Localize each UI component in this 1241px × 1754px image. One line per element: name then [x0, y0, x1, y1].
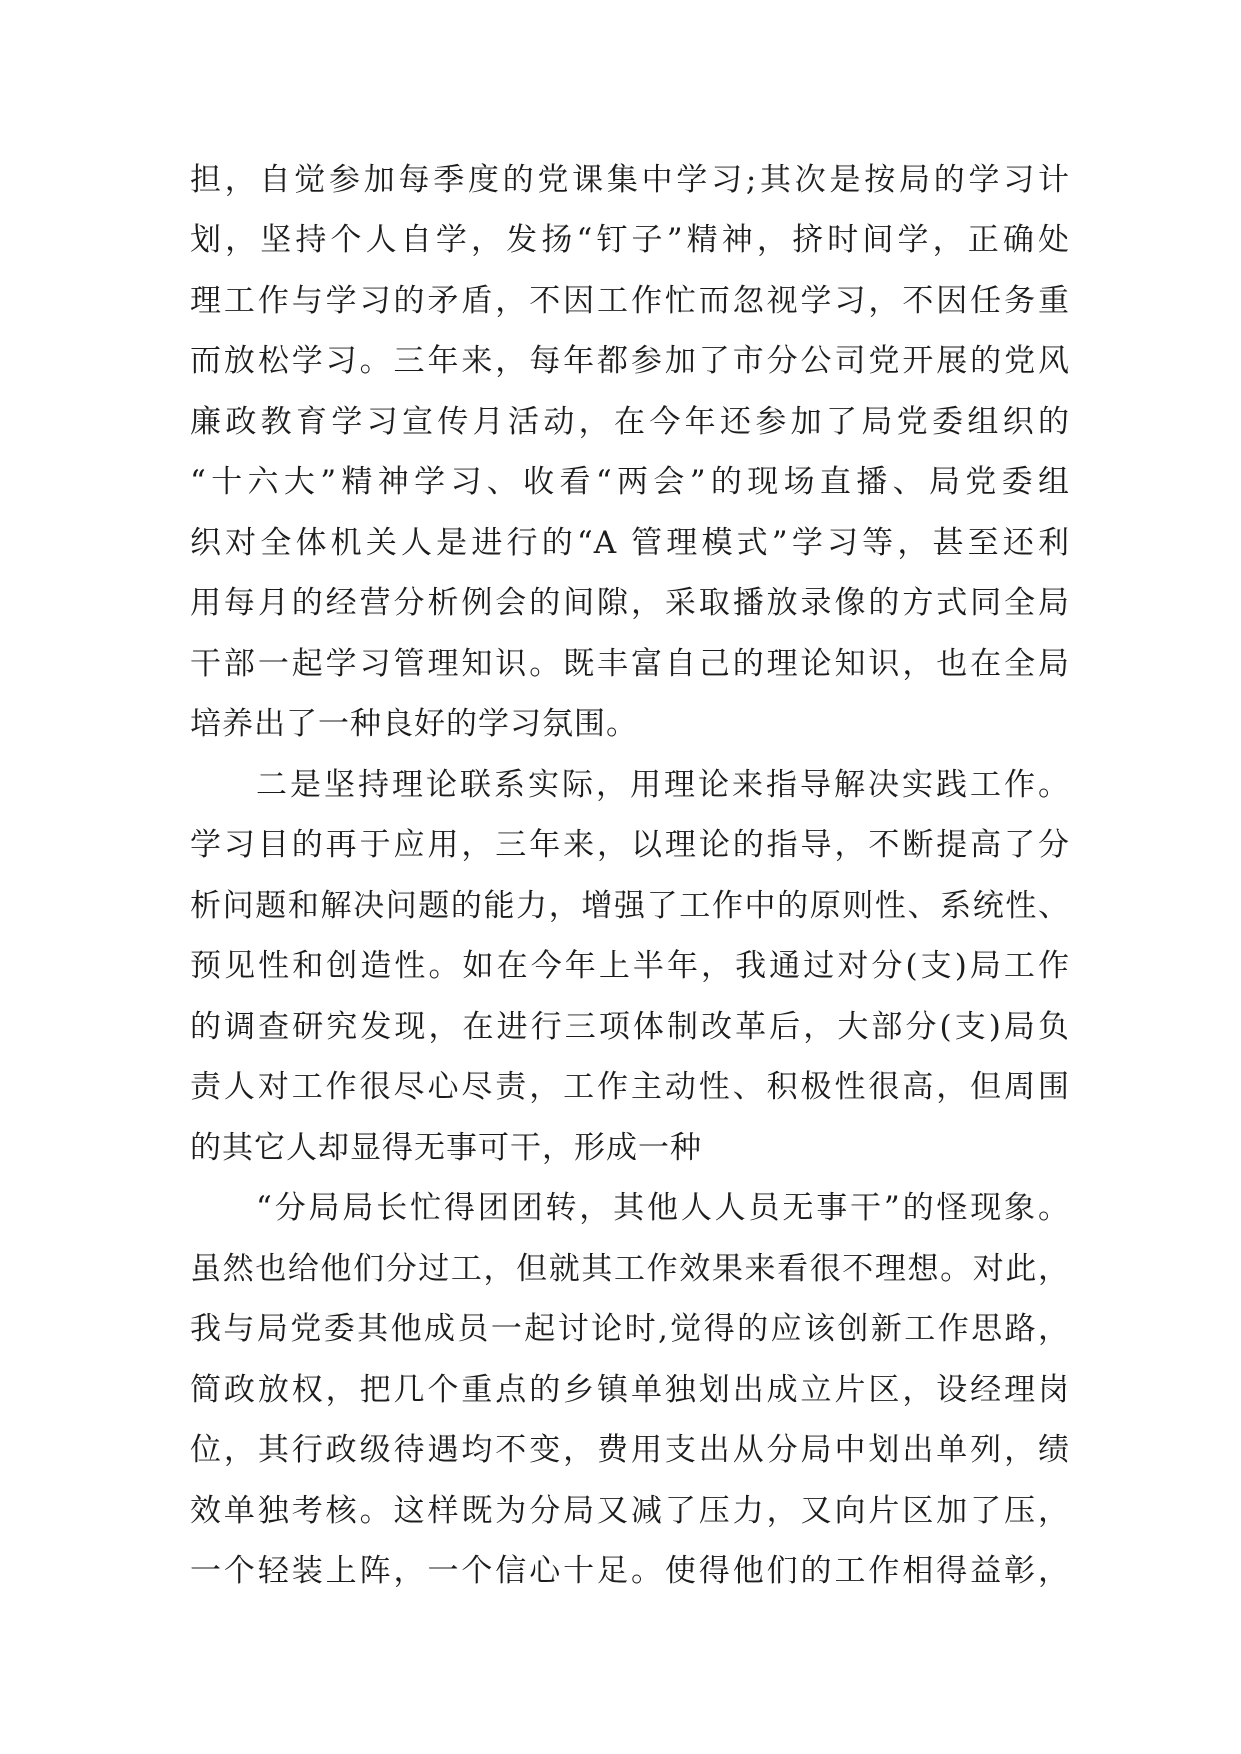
text-line: 预见性和创造性。如在今年上半年，我通过对分(支)局工作 — [190, 948, 1070, 984]
text-line: 位，其行政级待遇均不变，费用支出从分局中划出单列，绩 — [190, 1432, 1070, 1468]
text-line: “十六大”精神学习、收看“两会”的现场直播、局党委组 — [190, 464, 1070, 500]
text-line: 一个轻装上阵，一个信心十足。使得他们的工作相得益彰， — [190, 1553, 1070, 1589]
text-line: 干部一起学习管理知识。既丰富自己的理论知识，也在全局 — [190, 646, 1070, 682]
text-line: 担，自觉参加每季度的党课集中学习;其次是按局的学习计 — [190, 162, 1070, 198]
text-line: 织对全体机关人是进行的“A 管理模式”学习等，甚至还利 — [190, 525, 1070, 561]
paragraph-first-line: 二是坚持理论联系实际，用理论来指导解决实践工作。 — [256, 767, 1070, 803]
text-line: 简政放权，把几个重点的乡镇单独划出成立片区，设经理岗 — [190, 1372, 1070, 1408]
text-line: 我与局党委其他成员一起讨论时,觉得的应该创新工作思路， — [190, 1311, 1070, 1347]
text-line: 的调查研究发现，在进行三项体制改革后，大部分(支)局负 — [190, 1009, 1070, 1045]
text-line: 学习目的再于应用，三年来，以理论的指导，不断提高了分 — [190, 827, 1070, 863]
text-line: 廉政教育学习宣传月活动，在今年还参加了局党委组织的 — [190, 404, 1070, 440]
paragraph-last-line: 的其它人却显得无事可干，形成一种 — [190, 1130, 702, 1166]
text-line: 而放松学习。三年来，每年都参加了市分公司党开展的党风 — [190, 343, 1070, 379]
text-line: 理工作与学习的矛盾，不因工作忙而忽视学习，不因任务重 — [190, 283, 1070, 319]
text-line: 责人对工作很尽心尽责，工作主动性、积极性很高，但周围 — [190, 1069, 1070, 1105]
text-line: 虽然也给他们分过工，但就其工作效果来看很不理想。对此， — [190, 1251, 1070, 1287]
text-line: 用每月的经营分析例会的间隙，采取播放录像的方式同全局 — [190, 585, 1070, 621]
text-line: 效单独考核。这样既为分局又减了压力，又向片区加了压， — [190, 1493, 1070, 1529]
text-line: 析问题和解决问题的能力，增强了工作中的原则性、系统性、 — [190, 888, 1070, 924]
paragraph-last-line: 培养出了一种良好的学习氛围。 — [190, 706, 638, 742]
text-line: 划，坚持个人自学，发扬“钉子”精神，挤时间学，正确处 — [190, 222, 1070, 258]
paragraph-first-line: “分局局长忙得团团转，其他人人员无事干”的怪现象。 — [256, 1190, 1070, 1226]
